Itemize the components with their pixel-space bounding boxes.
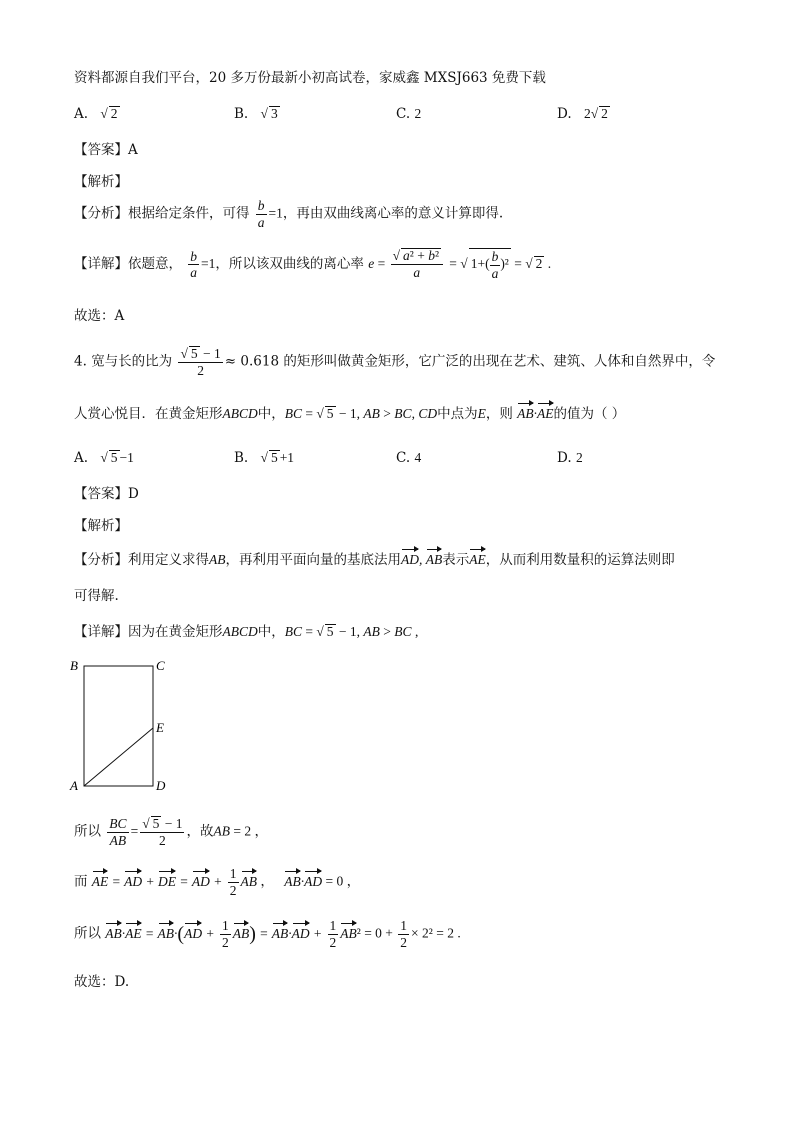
q4-xiangjie-b: 中， <box>257 624 285 640</box>
q4-answer-tag: 【答案】 <box>74 486 128 502</box>
q4-fenxi-c: 表示 <box>442 552 470 568</box>
q3-xiangjie-frac1: $\frac{b}{a}$ <box>190 248 198 281</box>
q4-number: 4. <box>74 353 87 370</box>
q3-xiangjie-pre: 依题意， <box>128 256 182 273</box>
q4-answer-value: D <box>128 486 139 502</box>
q4-suoyi2: 所以 <box>74 925 101 942</box>
q3-option-c-label: C. <box>396 106 411 122</box>
rectangle-abcd <box>84 666 153 786</box>
q4-answer <box>74 486 139 502</box>
q3-xiangjie: 【详解】依题意， $\frac{b}{a}$ =1，所以该双曲线的离心率 e = $\frac{\text{√ a² + b²}}{a}$ = √ 1+( $\frac{b}{a}$ )² = √ 2 . <box>74 248 552 281</box>
q4-stem-line2: 人赏心悦目．在黄金矩形ABCD中，BC = √ 5 − 1, AB > BC, CD中点为E，则 AB·AE的值为（ ） <box>74 406 626 422</box>
segment-ae <box>84 728 153 786</box>
q4-stem-2d: ，则 <box>485 406 513 422</box>
q3-option-c-value: 2 <box>414 106 422 121</box>
label-c: C <box>156 658 165 673</box>
q4-option-d <box>557 450 583 466</box>
q4-xiangjie: 【详解】因为在黄金矩形ABCD中，BC = √ 5 − 1, AB > BC , <box>74 624 419 640</box>
q3-answer <box>74 142 138 158</box>
q4-option-b: B. √ 5 +1 <box>234 450 295 466</box>
label-d: D <box>156 778 166 793</box>
q4-stem-2e: 的值为（ ） <box>553 406 626 422</box>
header-note: 资料都源自我们平台，20 多万份最新小初高试卷，家威鑫 MXSJ663 免费下载 <box>74 70 546 86</box>
q4-step2: 而 AE = AD + DE = AD + $\frac{1}{2}$ AB ， AB·AD = 0 ， <box>74 866 361 898</box>
q4-fenxi-tag: 【分析】 <box>74 552 128 568</box>
q3-fenxi-post: ，再由双曲线离心率的意义计算即得. <box>282 205 504 222</box>
q3-fenxi-frac: $\frac{b}{a}$ <box>257 198 265 230</box>
q4-stem-1a: 宽与长的比为 <box>91 353 173 370</box>
q4-gu: ，故 <box>186 823 214 840</box>
q4-choose: 故选：D. <box>74 974 130 990</box>
label-a: A <box>70 778 78 793</box>
q4-stem-2c: 中点为 <box>437 406 478 422</box>
q4-option-c-label: C. <box>396 450 411 466</box>
q3-option-d-value: 2√ 2 <box>583 106 608 121</box>
q3-xiangjie-tag: 【详解】 <box>74 256 128 273</box>
q4-option-a-label: A. <box>74 450 89 466</box>
q4-option-c-value: 4 <box>414 450 422 465</box>
q3-option-d-label: D. <box>557 106 572 122</box>
q4-suoyi: 所以 <box>74 823 101 840</box>
q4-option-d-value: 2 <box>575 450 583 465</box>
q3-eccentricity-frac: $\frac{\text{√ a² + b²}}{a}$ <box>391 248 443 280</box>
q3-fenxi-tag: 【分析】 <box>74 205 128 222</box>
q4-ratio-frac: $\frac{√ 5 - 1}{2}$ <box>180 346 221 378</box>
label-e: E <box>156 720 164 735</box>
q3-option-b <box>234 106 280 122</box>
q4-fenxi-d: ，从而利用数量积的运算法则即 <box>485 552 675 568</box>
q3-analysis-tag: 【解析】 <box>74 174 128 190</box>
q4-stem-1b: ≈ 0.618 的矩形叫做黄金矩形，它广泛的出现在艺术、建筑、人体和自然界中，令 <box>224 353 716 370</box>
q4-option-b-label: B. <box>234 450 249 466</box>
q3-option-d <box>557 106 610 122</box>
q4-fenxi-b: ，再利用平面向量的基底法用 <box>225 552 401 568</box>
q3-option-a-value: √ 2 <box>100 106 118 121</box>
q3-option-c <box>396 106 421 122</box>
q3-fenxi-pre: 根据给定条件，可得 <box>128 205 250 222</box>
q4-fenxi-end: 可得解. <box>74 588 119 604</box>
q4-step1: 所以 $\frac{BC}{AB}$ = $\frac{√ 5 - 1}{2}$ ，故AB = 2 ， <box>74 816 268 848</box>
q4-stem-2a: 人赏心悦目．在黄金矩形 <box>74 406 223 422</box>
q4-step3: 所以 AB·AE = AB·(AD + $\frac{1}{2}$ AB) = AB·AD + $\frac{1}{2}$ AB² = 0 + $\frac{1}{2}$ × 2² = 2 . <box>74 918 461 950</box>
q3-xiangjie-mid: ，所以该双曲线的离心率 <box>215 256 364 273</box>
q4-option-c <box>396 450 421 466</box>
q3-option-a <box>74 106 120 122</box>
q4-option-d-label: D. <box>557 450 572 466</box>
q3-option-b-value: √ 3 <box>260 106 278 121</box>
q3-option-b-label: B. <box>234 106 249 122</box>
q4-xiangjie-a: 因为在黄金矩形 <box>128 624 223 640</box>
q3-choose: 故选：A <box>74 308 125 324</box>
q4-option-a: A. √ 5 −1 <box>74 450 134 466</box>
q4-stem-2b: 中， <box>257 406 285 422</box>
golden-rectangle-figure <box>66 656 176 796</box>
q4-xiangjie-tag: 【详解】 <box>74 624 128 640</box>
q4-er: 而 <box>74 873 88 890</box>
q3-option-a-label: A. <box>74 106 89 122</box>
q4-fenxi: 【分析】利用定义求得AB，再利用平面向量的基底法用AD, AB表示AE，从而利用数量积的运算法则即 <box>74 552 675 568</box>
q3-answer-tag: 【答案】 <box>74 142 128 158</box>
q4-fenxi-a: 利用定义求得 <box>128 552 209 568</box>
q3-fenxi: 【分析】根据给定条件，可得 $\frac{b}{a}$ =1，再由双曲线离心率的意义计算即得. <box>74 198 504 230</box>
q4-stem-line1 <box>74 346 715 378</box>
q3-answer-value: A <box>128 142 138 158</box>
q4-analysis-tag: 【解析】 <box>74 518 128 534</box>
label-b: B <box>70 658 78 673</box>
